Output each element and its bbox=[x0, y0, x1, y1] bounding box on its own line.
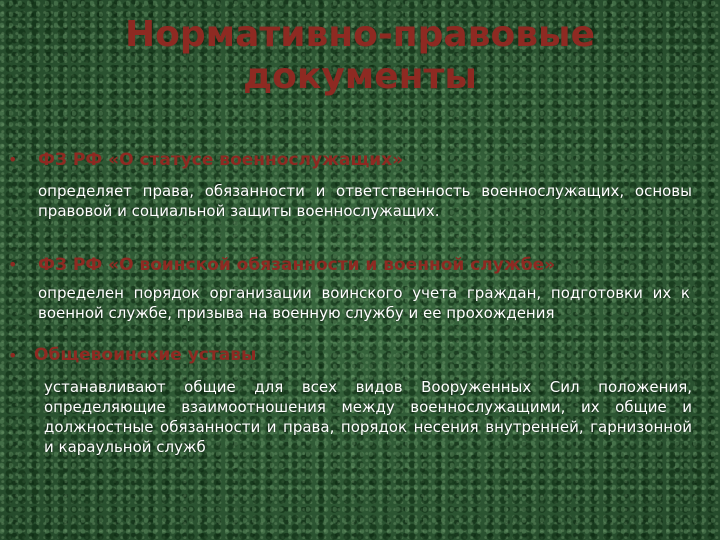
law-heading-status: ФЗ РФ «О статусе военнослужащих» bbox=[38, 150, 404, 170]
bullet-icon: • bbox=[8, 346, 18, 365]
bullet-icon: • bbox=[8, 255, 18, 274]
law-description-status: определяет права, обязанности и ответственность военнослужащих, основы правовой и социальной защиты военнослужащих. bbox=[38, 182, 692, 220]
bullet-icon: • bbox=[8, 150, 18, 169]
law-heading-military-duty: ФЗ РФ «О воинской обязанности и военной службе» bbox=[38, 255, 556, 275]
law-description-military-duty: определен порядок организации воинского учета граждан, подготовки их к военной службе, призыва на военную службу и ее прохождения bbox=[38, 284, 690, 322]
slide-title-line-2: документы bbox=[243, 56, 477, 97]
slide-title bbox=[60, 14, 660, 98]
law-heading-regulations: Общевоинские уставы bbox=[34, 345, 257, 365]
law-description-regulations: устанавливают общие для всех видов Вооруженных Сил положения, определяющие взаимоотношения между военнослужащими, их общие и должностные обязанности и права, порядок несения внутренней, гарнизонной и караульной служб bbox=[44, 378, 692, 456]
slide-title-line-1: Нормативно-правовые bbox=[125, 14, 595, 55]
